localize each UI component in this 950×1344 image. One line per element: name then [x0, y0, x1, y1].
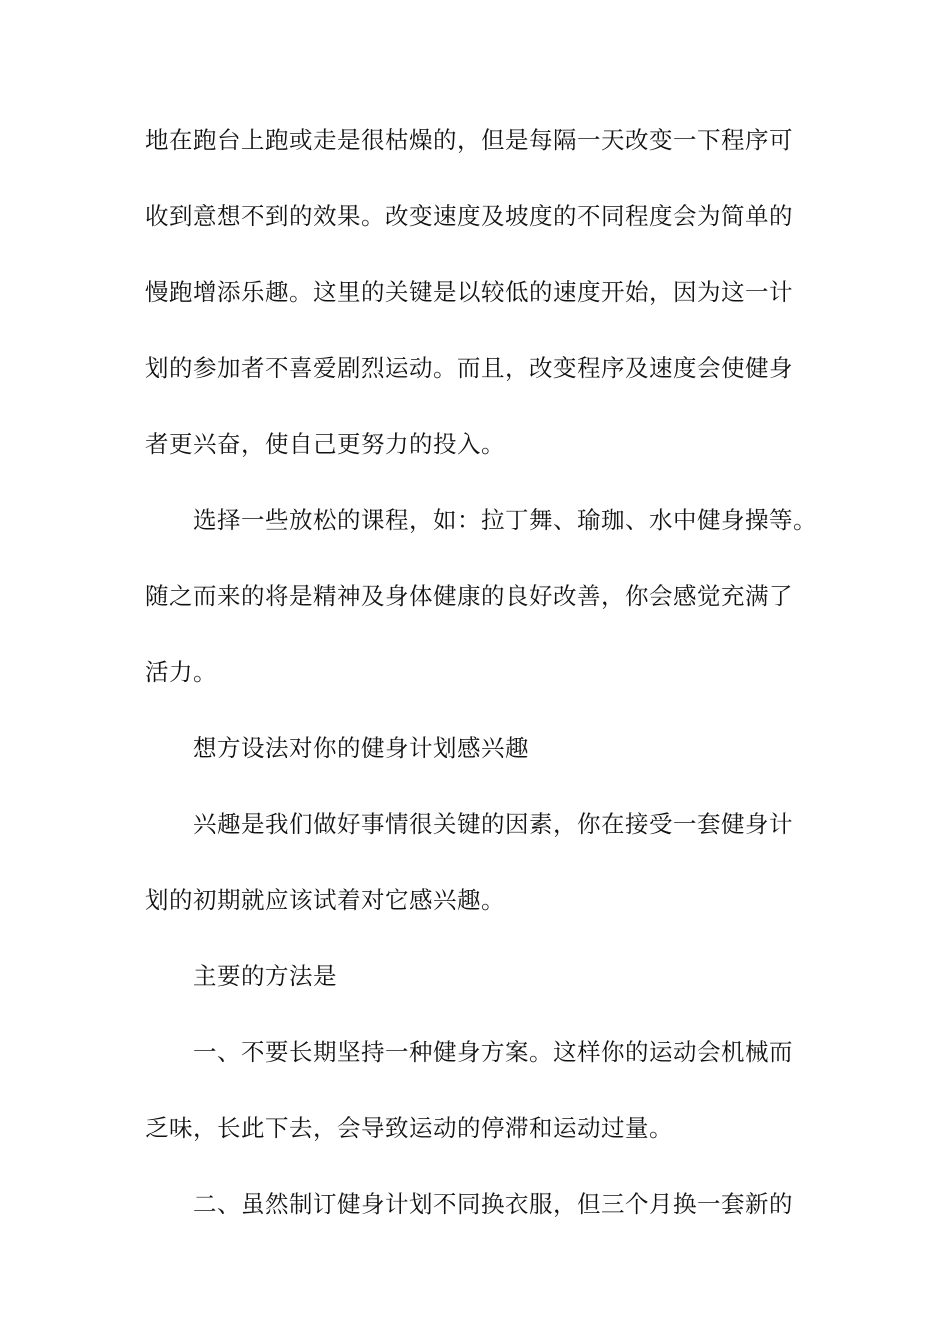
text-line: 地在跑台上跑或走是很枯燥的，但是每隔一天改变一下程序可 [145, 126, 793, 154]
text-line: 主要的方法是 [193, 962, 337, 990]
text-line: 划的参加者不喜爱剧烈运动。而且，改变程序及速度会使健身 [145, 354, 793, 382]
document-body [145, 126, 825, 1269]
text-line: 选择一些放松的课程，如：拉丁舞、瑜珈、水中健身操等。 [193, 506, 817, 534]
text-line: 兴趣是我们做好事情很关键的因素，你在接受一套健身计 [193, 810, 793, 838]
list-item: 二、虽然制订健身计划不同换衣服，但三个月换一套新的 [193, 1190, 793, 1218]
text-line: 划的初期就应该试着对它感兴趣。 [145, 886, 505, 914]
section-heading: 想方设法对你的健身计划感兴趣 [193, 734, 529, 762]
text-line: 活力。 [145, 658, 217, 686]
text-line: 乏味，长此下去，会导致运动的停滞和运动过量。 [145, 1114, 673, 1142]
list-item: 一、不要长期坚持一种健身方案。这样你的运动会机械而 [193, 1038, 793, 1066]
text-line: 者更兴奋，使自己更努力的投入。 [145, 430, 505, 458]
text-line: 收到意想不到的效果。改变速度及坡度的不同程度会为简单的 [145, 202, 793, 230]
text-line: 随之而来的将是精神及身体健康的良好改善，你会感觉充满了 [145, 582, 793, 610]
text-line: 慢跑增添乐趣。这里的关键是以较低的速度开始，因为这一计 [145, 278, 793, 306]
